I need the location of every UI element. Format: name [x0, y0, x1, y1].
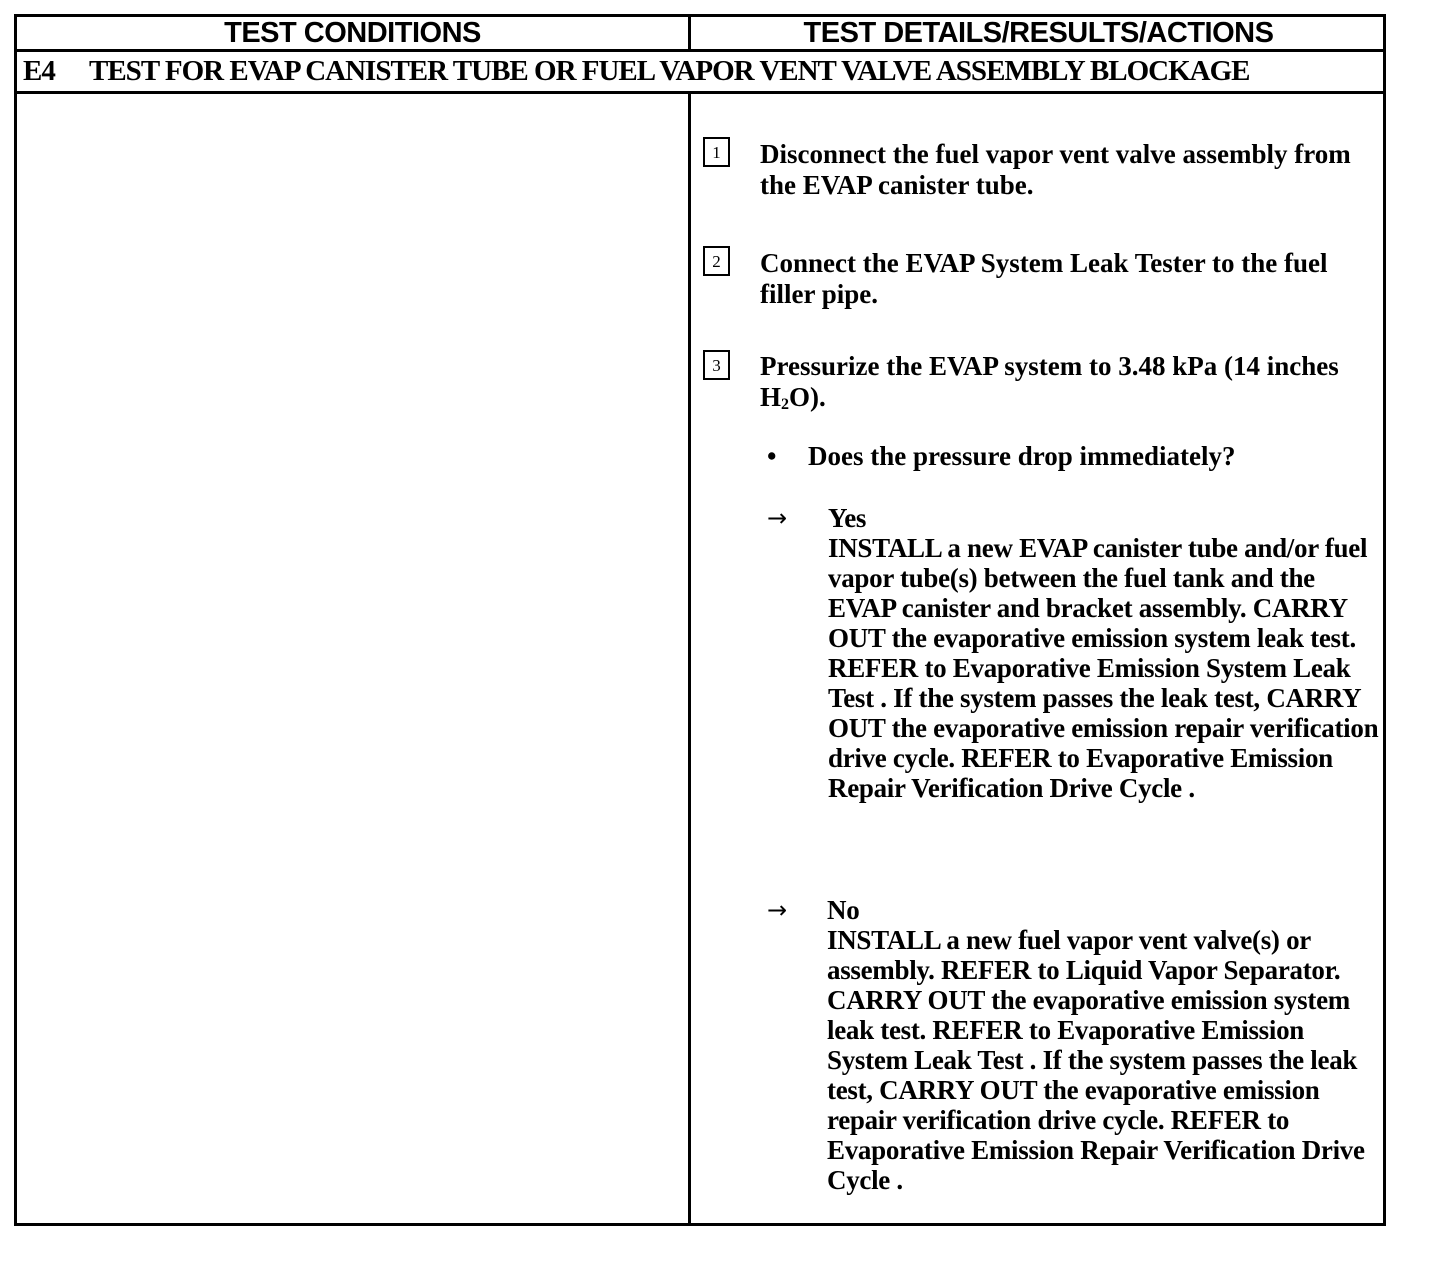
test-title: TEST FOR EVAP CANISTER TUBE OR FUEL VAPOR VENT VALVE ASSEMBLY BLOCKAGE: [89, 55, 1250, 87]
bullet: •: [767, 441, 777, 471]
arrow-icon: →: [767, 504, 788, 532]
answer-yes: [828, 503, 1388, 803]
subscript: 2: [781, 396, 790, 413]
test-title-row: [17, 52, 1383, 94]
answer-no: [827, 895, 1387, 1195]
step-text-part: Pressurize the EVAP system to 3.48 kPa (14 inches H: [760, 351, 1339, 412]
step-text: [760, 351, 1380, 420]
test-table: [14, 14, 1386, 1226]
test-code: E4: [23, 55, 55, 87]
header-test-details: TEST DETAILS/RESULTS/ACTIONS: [803, 16, 1274, 49]
arrow-icon: →: [767, 896, 788, 924]
step-number-box: 2: [703, 246, 730, 276]
step-number-box: 3: [703, 350, 730, 380]
step-text: Disconnect the fuel vapor vent valve assembly from the EVAP canister tube.: [760, 139, 1351, 200]
question-text: Does the pressure drop immediately?: [808, 441, 1236, 471]
answer-text: INSTALL a new EVAP canister tube and/or fuel vapor tube(s) between the fuel tank and the EVAP canister and bracket assembly. CARRY OUT the evaporative emission system leak test. REFER to Evaporative Emission System Leak Test . If the system passes the leak test, CARRY OUT the evaporative emission repair verification drive cycle. REFER to Evaporative Emission Repair Verification Drive Cycle .: [828, 533, 1379, 803]
header-test-conditions: TEST CONDITIONS: [17, 17, 691, 49]
step-text: Connect the EVAP System Leak Tester to the fuel filler pipe.: [760, 248, 1328, 309]
step-text-part: O).: [789, 382, 826, 412]
table-header: [17, 17, 1383, 52]
step-number-box: 1: [703, 137, 730, 167]
test-conditions-cell: [17, 94, 691, 1224]
answer-label: Yes: [828, 503, 867, 533]
answer-text: INSTALL a new fuel vapor vent valve(s) or assembly. REFER to Liquid Vapor Separator. CARRY OUT the evaporative emission system leak test. REFER to Evaporative Emission System Leak Test . If the system passes the leak test, CARRY OUT the evaporative emission repair verification drive cycle. REFER to Evaporative Emission Repair Verification Drive Cycle .: [827, 925, 1365, 1195]
answer-label: No: [827, 895, 860, 925]
